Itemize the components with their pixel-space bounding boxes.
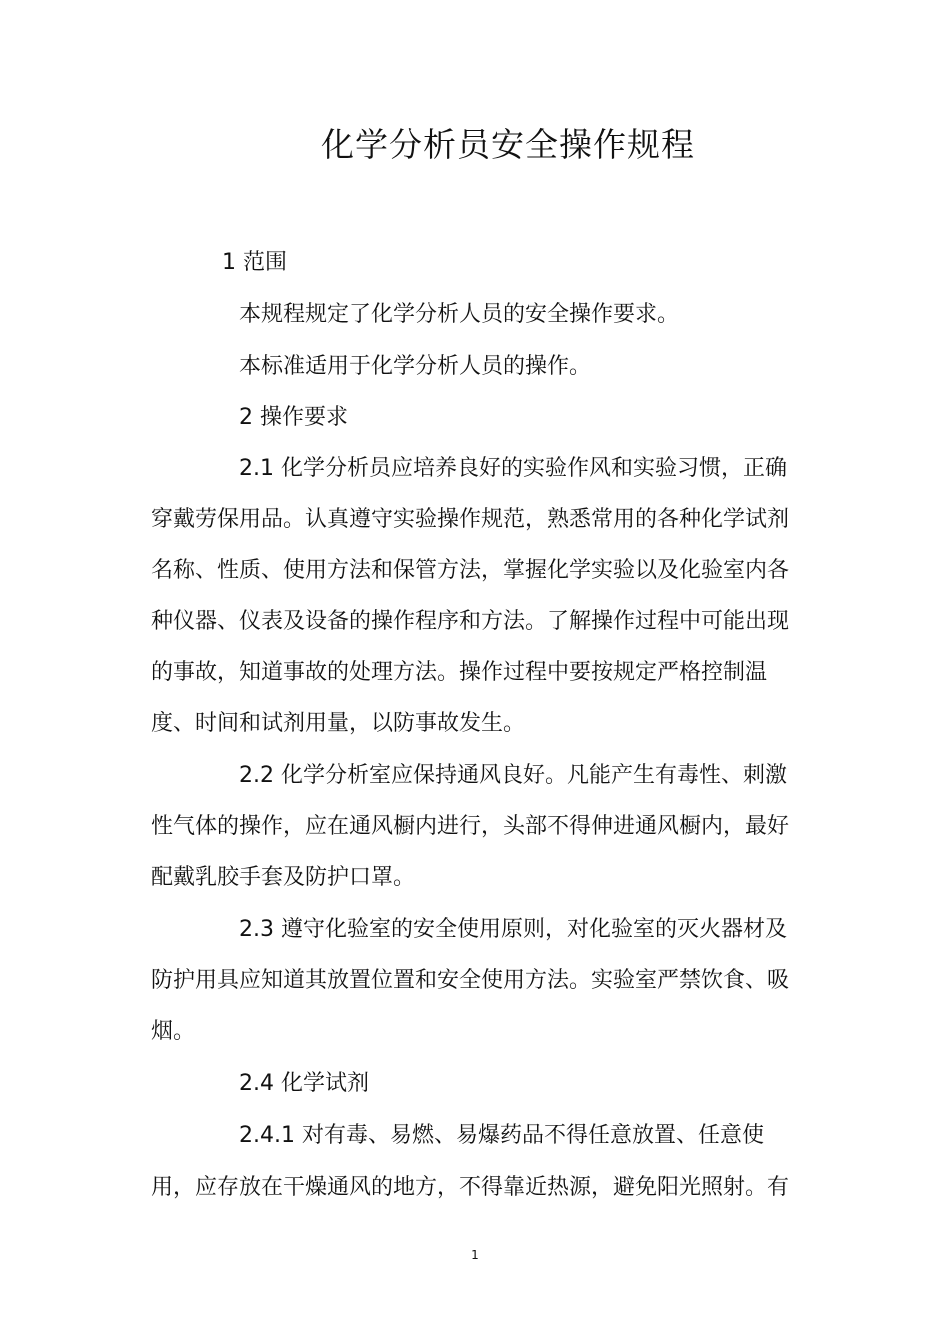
section-heading-scope: 1 范围	[222, 250, 287, 275]
paragraph-line: 配戴乳胶手套及防护口罩。	[151, 865, 416, 890]
paragraph-line: 烟。	[151, 1019, 196, 1044]
paragraph-line: 穿戴劳保用品。认真遵守实验操作规范，熟悉常用的各种化学试剂	[151, 507, 790, 532]
paragraph-line: 2.1 化学分析员应培养良好的实验作风和实验习惯，正确	[239, 456, 787, 481]
paragraph-line: 的事故，知道事故的处理方法。操作过程中要按规定严格控制温	[151, 660, 768, 685]
section-heading-reagents: 2.4 化学试剂	[239, 1071, 369, 1096]
paragraph-line: 本标准适用于化学分析人员的操作。	[239, 354, 592, 379]
paragraph-line: 2.3 遵守化验室的安全使用原则，对化验室的灭火器材及	[239, 917, 787, 942]
paragraph-line: 用，应存放在干燥通风的地方，不得靠近热源，避免阳光照射。有	[151, 1175, 790, 1200]
page-number: 1	[471, 1248, 479, 1262]
paragraph-line: 种仪器、仪表及设备的操作程序和方法。了解操作过程中可能出现	[151, 609, 790, 634]
paragraph-line: 2.2 化学分析室应保持通风良好。凡能产生有毒性、刺激	[239, 763, 787, 788]
paragraph-line: 性气体的操作，应在通风橱内进行，头部不得伸进通风橱内，最好	[151, 814, 790, 839]
paragraph-line: 本规程规定了化学分析人员的安全操作要求。	[239, 302, 680, 327]
paragraph-line: 名称、性质、使用方法和保管方法，掌握化学实验以及化验室内各	[151, 558, 790, 583]
paragraph-line: 防护用具应知道其放置位置和安全使用方法。实验室严禁饮食、吸	[151, 968, 790, 993]
paragraph-line: 2.4.1 对有毒、易燃、易爆药品不得任意放置、任意使	[239, 1123, 764, 1148]
document-title: 化学分析员安全操作规程	[321, 125, 695, 164]
section-heading-requirements: 2 操作要求	[239, 405, 348, 430]
paragraph-line: 度、时间和试剂用量，以防事故发生。	[151, 711, 526, 736]
